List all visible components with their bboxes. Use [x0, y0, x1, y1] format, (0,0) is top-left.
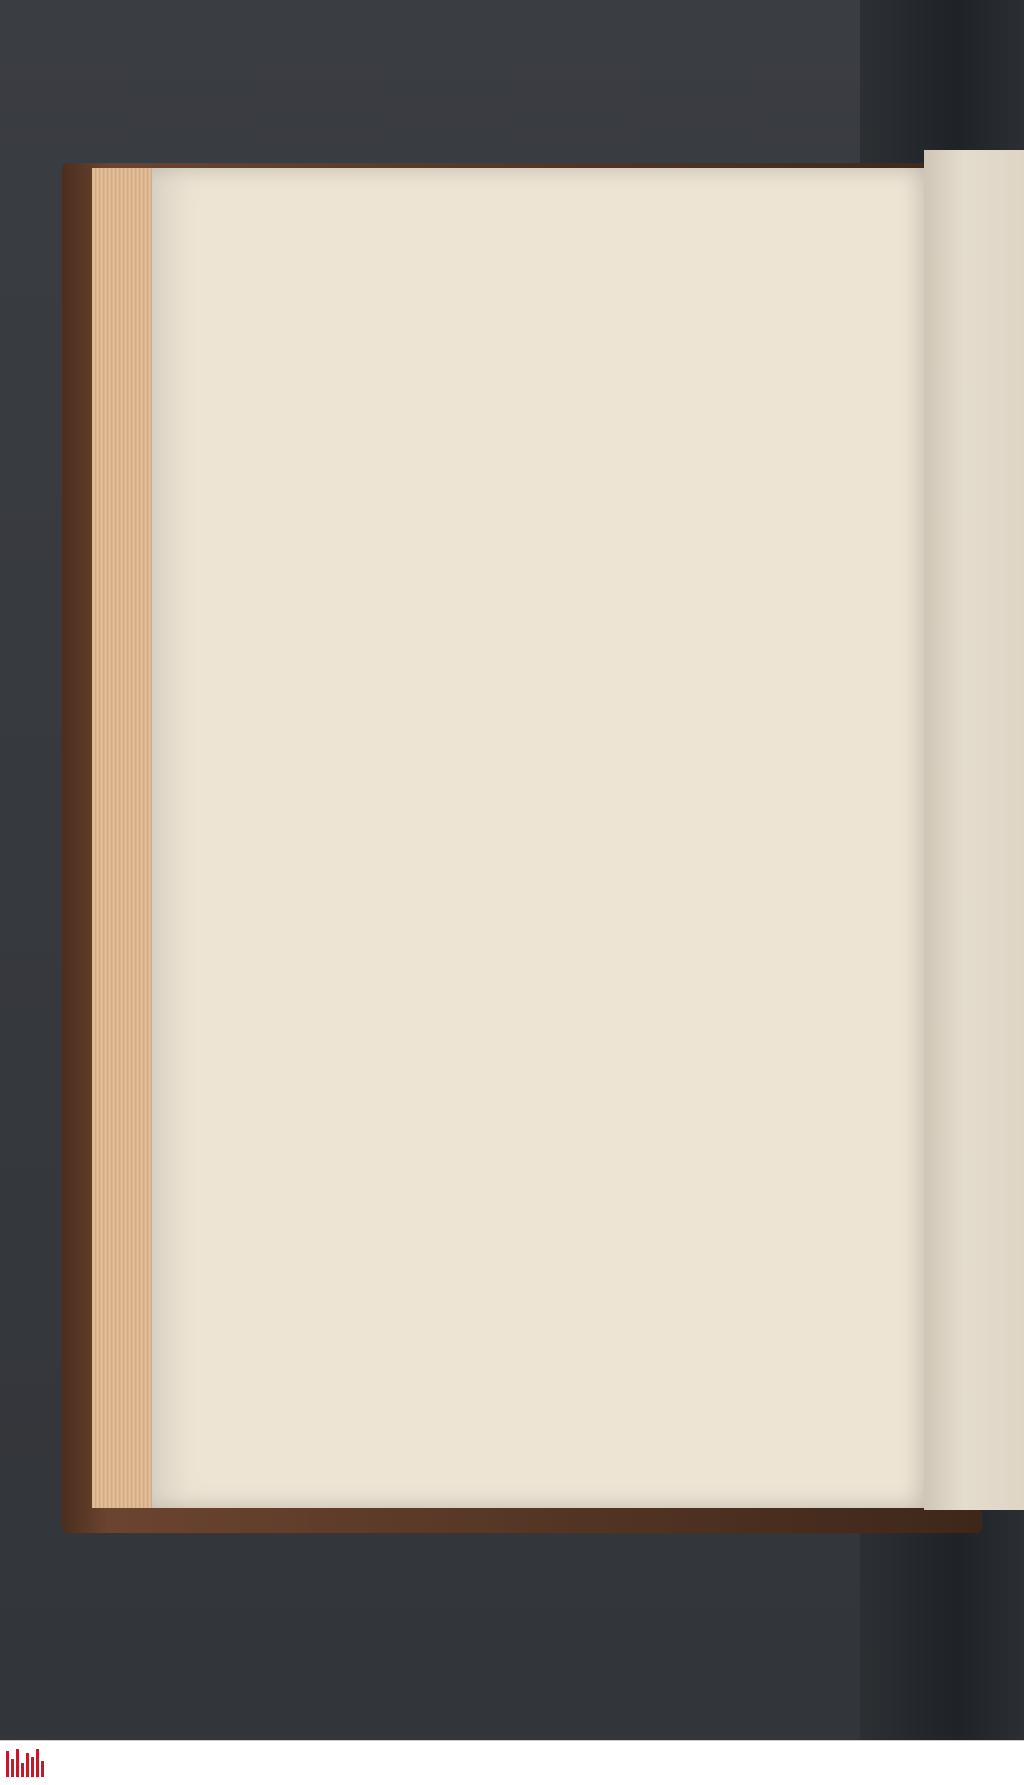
book-page: [152, 168, 924, 1508]
footer-bar: [0, 1740, 1024, 1785]
hab-logo-icon: [6, 1749, 46, 1777]
page-edges: [92, 168, 156, 1508]
facing-page: [924, 150, 1024, 1510]
